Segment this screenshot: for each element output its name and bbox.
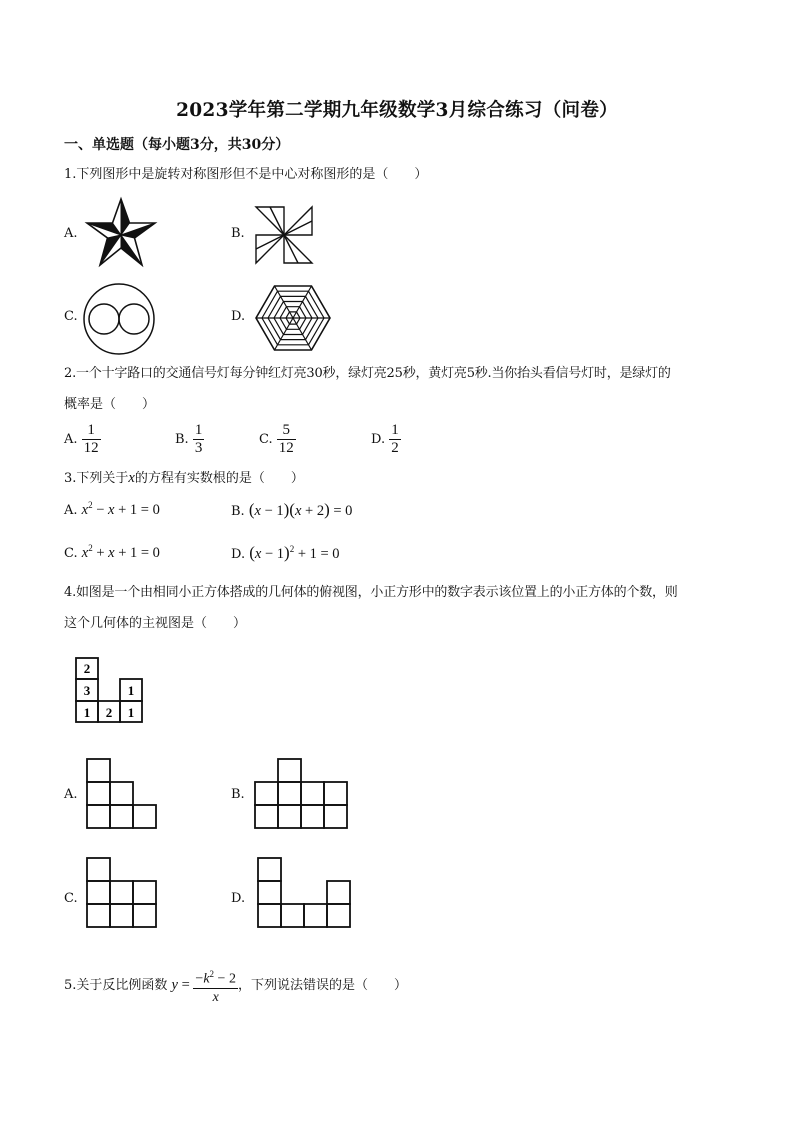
q3-stem-post: 的方程有实数根的是（ ） — [134, 471, 304, 486]
top-view-number: 1 — [127, 705, 135, 720]
cube-square — [87, 881, 110, 904]
q1-option-a-label: A. — [64, 226, 78, 241]
numerator: 1 — [194, 422, 203, 438]
cube-square — [304, 904, 327, 927]
q4-option-d-label: D. — [231, 891, 246, 906]
q1-option-d-label: D. — [231, 309, 246, 324]
q2-option-b-label: B. — [175, 432, 189, 447]
cube-square — [110, 782, 133, 805]
q2-option-a-fraction — [82, 422, 101, 457]
cube-square — [327, 881, 350, 904]
cube-square — [301, 782, 324, 805]
top-view-number: 1 — [127, 683, 135, 698]
cube-square — [110, 805, 133, 828]
numerator: 1 — [87, 422, 95, 438]
q3-option-b — [231, 500, 352, 520]
cube-square — [87, 782, 110, 805]
q3-stem — [64, 463, 304, 494]
q2-option-b — [175, 422, 204, 457]
cube-square — [110, 904, 133, 927]
top-view-number: 2 — [105, 705, 113, 720]
q4-stem-line1: 4.如图是一个由相同小正方体搭成的几何体的俯视图，小正方形中的数字表示该位置上的小正方体的个数，则 — [64, 585, 678, 600]
top-view-number: 3 — [83, 683, 91, 698]
front-view-d — [257, 857, 337, 929]
front-view-c — [86, 857, 166, 929]
cube-square — [324, 782, 347, 805]
q1-option-b-label: B. — [231, 226, 245, 241]
q2-option-a — [64, 422, 101, 457]
q3-stem-pre: 3.下列关于 — [64, 471, 129, 486]
cube-square — [258, 904, 281, 927]
q3-option-a-equation: $x^2 - x + 1 = 0$ — [81, 500, 160, 518]
five-pointed-star-icon — [84, 197, 158, 269]
q2-stem-line1: 2.一个十字路口的交通信号灯每分钟红灯亮30秒，绿灯亮25秒，黄灯亮5秒.当你抬头看信号灯时，是绿灯的 — [64, 366, 671, 381]
cube-square — [278, 782, 301, 805]
denominator: 12 — [83, 440, 99, 456]
q3-option-c-equation: $x^2 + x + 1 = 0$ — [81, 543, 160, 561]
q2-option-d-label: D. — [371, 432, 386, 447]
denominator: 3 — [194, 440, 203, 456]
cube-square — [258, 881, 281, 904]
section-heading: 一、单选题（每小题3分，共30分） — [64, 137, 290, 153]
circle-with-two-circles-icon — [82, 282, 156, 356]
pinwheel-icon — [255, 206, 313, 264]
numerator: 5 — [282, 422, 291, 438]
cube-square — [301, 805, 324, 828]
top-view-number: 1 — [83, 705, 91, 720]
top-view-grid — [74, 656, 146, 724]
q5-stem-post: ，下列说法错误的是（ ） — [237, 978, 407, 994]
cube-square — [87, 805, 110, 828]
cube-square — [87, 904, 110, 927]
q3-option-b-label: B. — [231, 504, 245, 519]
cube-square — [87, 858, 110, 881]
cube-square — [258, 858, 281, 881]
cube-square — [133, 881, 156, 904]
q3-option-d-label: D. — [231, 547, 246, 562]
q1-stem: 1.下列图形中是旋转对称图形但不是中心对称图形的是（ ） — [64, 167, 428, 182]
q3-option-a-label: A. — [64, 502, 78, 518]
q3-option-b-equation: (x − 1)(x + 2) = 0 — [248, 500, 353, 519]
cube-square — [281, 904, 304, 927]
cube-square — [133, 904, 156, 927]
q3-option-a — [64, 500, 160, 519]
q2-option-c-label: C. — [259, 432, 273, 447]
q5-stem-pre: 5.关于反比例函数 — [64, 978, 168, 994]
page-title: 2023学年第二学期九年级数学3月综合练习（问卷） — [176, 100, 618, 121]
cube-square — [278, 759, 301, 782]
cube-square — [255, 782, 278, 805]
q2-option-c-fraction — [277, 422, 296, 457]
q5-function: y = $\frac{-k^2 - 2}{x}$ — [171, 969, 236, 1005]
q2-option-c — [259, 422, 296, 457]
denominator: 12 — [278, 440, 294, 456]
q2-option-b-fraction — [193, 422, 205, 457]
cube-square — [278, 805, 301, 828]
cube-square — [133, 805, 156, 828]
q2-option-d — [371, 422, 401, 457]
top-view-number: 2 — [83, 661, 91, 676]
q2-option-d-fraction — [389, 422, 401, 457]
q2-option-a-label: A. — [64, 432, 78, 447]
q3-option-d — [231, 543, 340, 563]
hexagon-web-icon — [254, 282, 332, 354]
q4-stem-line2: 这个几何体的主视图是（ ） — [64, 616, 247, 631]
q3-stem-variable: x — [128, 470, 135, 486]
q5-stem — [64, 966, 407, 1006]
cube-square — [324, 805, 347, 828]
q4-option-c-label: C. — [64, 891, 78, 906]
q3-option-c-label: C. — [64, 545, 78, 561]
denominator: 2 — [391, 440, 399, 456]
cube-square — [87, 759, 110, 782]
q4-option-b-label: B. — [231, 787, 245, 802]
cube-square — [110, 881, 133, 904]
front-view-b — [254, 758, 334, 830]
cube-square — [327, 904, 350, 927]
q3-option-d-equation: $(x - 1)^2 + 1 = 0$ — [249, 543, 340, 562]
q3-option-c — [64, 543, 160, 562]
q1-option-c-label: C. — [64, 309, 78, 324]
q4-option-a-label: A. — [64, 787, 78, 802]
q2-stem-line2: 概率是（ ） — [64, 397, 156, 412]
front-view-a — [86, 758, 166, 830]
numerator: 1 — [391, 422, 399, 438]
cube-square — [255, 805, 278, 828]
